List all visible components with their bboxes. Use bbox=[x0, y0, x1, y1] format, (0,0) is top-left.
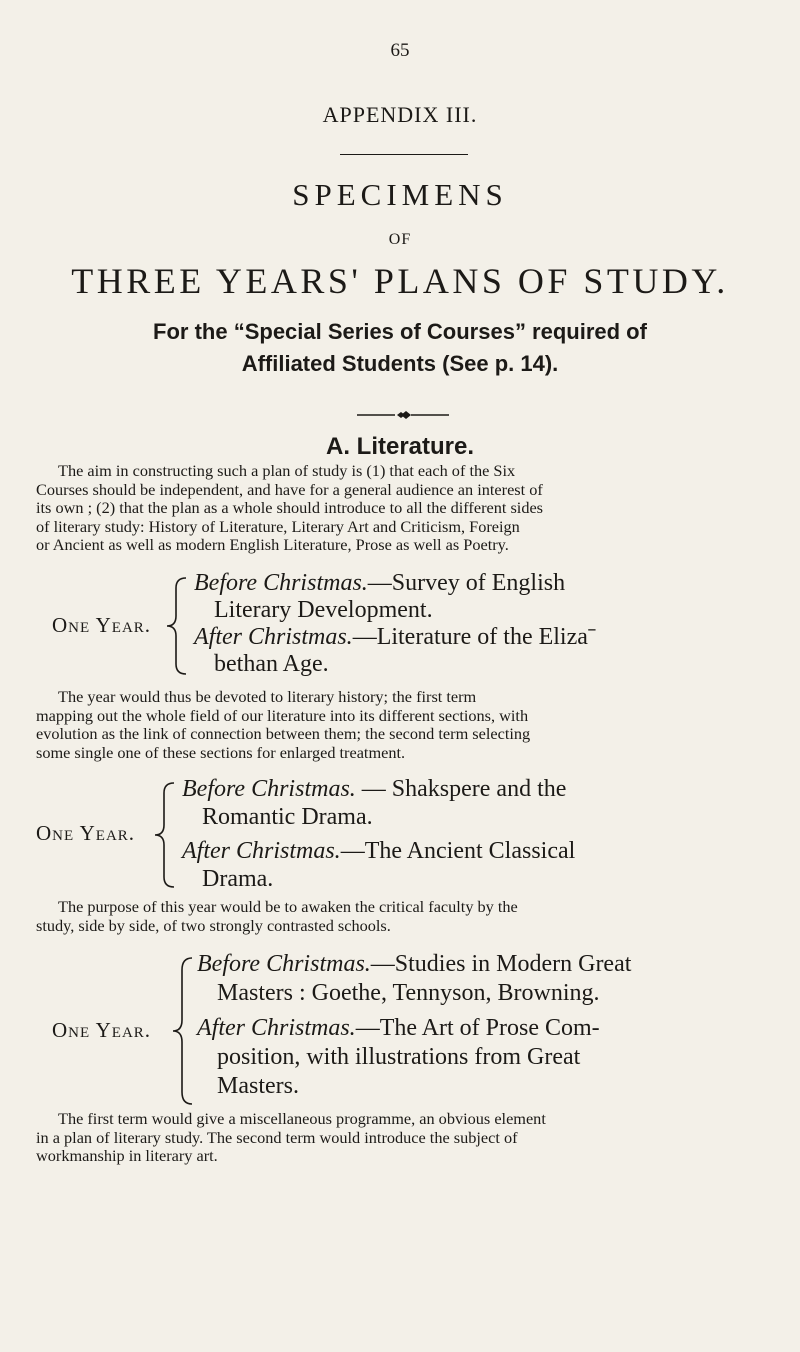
text-line: mapping out the whole field of our literature into its different sections, with bbox=[36, 705, 529, 725]
year-plan-2 bbox=[0, 775, 800, 892]
term-label: Before Christmas. bbox=[197, 951, 371, 977]
section-title: A. Literature. bbox=[325, 433, 475, 460]
text-line: evolution as the link of connection between them; the second term selecting bbox=[36, 724, 531, 743]
intro-paragraph bbox=[36, 462, 766, 555]
term-label: After Christmas. bbox=[197, 1015, 356, 1041]
after-christmas-entry bbox=[197, 1014, 757, 1043]
term-label: Before Christmas. bbox=[182, 776, 356, 802]
entry-continuation: Literary Development. bbox=[214, 597, 433, 623]
subtitle bbox=[0, 316, 800, 380]
text-line: some single one of these sections for enlarged treatment. bbox=[36, 742, 406, 762]
year-2-note bbox=[36, 898, 766, 935]
after-christmas-entry bbox=[182, 837, 762, 865]
year-1-note bbox=[36, 688, 766, 762]
year-entries bbox=[182, 775, 762, 893]
text-line: or Ancient as well as modern English Literature, Prose as well as Poetry. bbox=[36, 535, 509, 554]
year-plan-1 bbox=[0, 570, 800, 677]
text-line: its own ; (2) that the plan as a whole should introduce to all the different sides bbox=[36, 498, 544, 517]
text-line: study, side by side, of two strongly contrasted schools. bbox=[36, 915, 391, 935]
year-entries bbox=[197, 950, 757, 1101]
title-rule bbox=[340, 154, 468, 155]
before-christmas-entry bbox=[194, 570, 754, 597]
entry-continuation: position, with illustrations from Great bbox=[217, 1044, 581, 1070]
text-line: The first term would give a miscellaneous programme, an obvious element bbox=[58, 1109, 546, 1128]
text-line: The year would thus be devoted to literary history; the first term bbox=[58, 687, 477, 706]
after-christmas-entry bbox=[194, 624, 754, 651]
page-number: 65 bbox=[390, 40, 410, 61]
entry-continuation: Drama. bbox=[202, 866, 274, 892]
before-christmas-entry bbox=[182, 775, 762, 803]
year-entries bbox=[194, 570, 754, 678]
entry-text: —The Art of Prose Com- bbox=[355, 1015, 600, 1041]
entry-continuation: Masters : Goethe, Tennyson, Browning. bbox=[217, 980, 600, 1006]
brace-icon bbox=[168, 956, 198, 1106]
entry-text: —Survey of English bbox=[367, 570, 566, 596]
entry-text: —Studies in Modern Great bbox=[370, 951, 632, 977]
ornament-divider bbox=[357, 410, 449, 420]
page-title: THREE YEARS' PLANS OF STUDY. bbox=[71, 261, 729, 301]
of-line: OF bbox=[388, 231, 412, 248]
text-line: The aim in constructing such a plan of study is (1) that each of the Six bbox=[58, 461, 516, 480]
entry-continuation: Romantic Drama. bbox=[202, 804, 373, 830]
entry-continuation: bethan Age. bbox=[214, 651, 329, 677]
entry-continuation: Masters. bbox=[217, 1073, 299, 1099]
entry-text: —Literature of the Elizaˉ bbox=[352, 624, 596, 650]
term-label: After Christmas. bbox=[182, 838, 341, 864]
year-3-note bbox=[36, 1110, 766, 1166]
text-line: in a plan of literary study. The second term would introduce the subject of bbox=[36, 1127, 518, 1147]
term-label: Before Christmas. bbox=[194, 570, 368, 596]
specimens-heading: SPECIMENS bbox=[292, 177, 508, 212]
entry-text: — Shakspere and the bbox=[355, 776, 567, 802]
year-label: One Year. bbox=[52, 613, 152, 637]
entry-text: —The Ancient Classical bbox=[340, 838, 576, 864]
term-label: After Christmas. bbox=[194, 624, 353, 650]
text-line: Courses should be independent, and have for a general audience an interest of bbox=[36, 479, 543, 499]
text-line: of literary study: History of Literature, Literary Art and Criticism, Foreign bbox=[36, 516, 520, 536]
subtitle-line-1: For the “Special Series of Courses” required of bbox=[153, 319, 647, 344]
brace-icon bbox=[150, 781, 180, 889]
before-christmas-entry bbox=[197, 950, 757, 979]
brace-icon bbox=[162, 576, 192, 676]
appendix-heading: APPENDIX III. bbox=[322, 102, 478, 127]
year-label: One Year. bbox=[36, 821, 136, 845]
year-label: One Year. bbox=[52, 1018, 152, 1042]
year-plan-3 bbox=[0, 950, 800, 1099]
subtitle-line-2: Affiliated Students (See p. 14). bbox=[241, 351, 559, 376]
text-line: The purpose of this year would be to awaken the critical faculty by the bbox=[58, 897, 518, 916]
text-line: workmanship in literary art. bbox=[36, 1146, 218, 1165]
